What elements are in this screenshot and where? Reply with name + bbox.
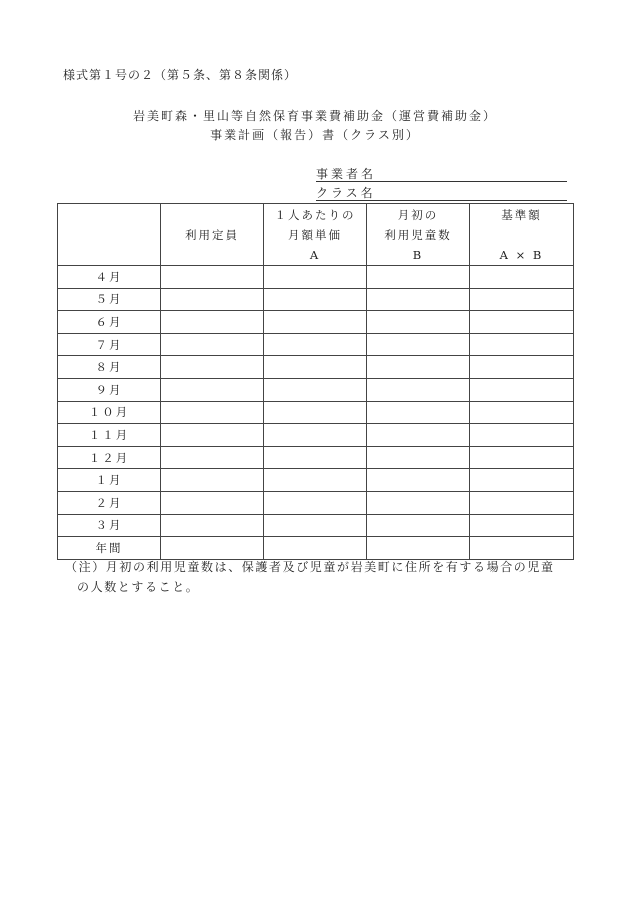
children-cell[interactable] bbox=[367, 514, 470, 537]
base-amount-cell[interactable] bbox=[470, 356, 574, 379]
children-cell[interactable] bbox=[367, 469, 470, 492]
unit-price-cell[interactable] bbox=[264, 266, 367, 289]
base-amount-cell[interactable] bbox=[470, 514, 574, 537]
table-row bbox=[58, 537, 574, 560]
row-month-label: ９月 bbox=[58, 378, 161, 401]
header-monthly-unit-price: １人あたりの 月額単価 A bbox=[264, 204, 367, 266]
table-row bbox=[58, 424, 574, 447]
base-amount-cell[interactable] bbox=[470, 491, 574, 514]
unit-price-cell[interactable] bbox=[264, 491, 367, 514]
capacity-cell[interactable] bbox=[161, 514, 264, 537]
base-amount-cell[interactable] bbox=[470, 266, 574, 289]
children-cell[interactable] bbox=[367, 333, 470, 356]
table-header-row bbox=[58, 204, 574, 266]
row-month-label: １１月 bbox=[58, 424, 161, 447]
table-row bbox=[58, 401, 574, 424]
children-cell[interactable] bbox=[367, 446, 470, 469]
base-amount-cell[interactable] bbox=[470, 311, 574, 334]
table-row bbox=[58, 311, 574, 334]
base-amount-cell[interactable] bbox=[470, 288, 574, 311]
unit-price-cell[interactable] bbox=[264, 469, 367, 492]
header-base-amount: 基準額 A × B bbox=[470, 204, 574, 266]
table-row bbox=[58, 356, 574, 379]
footnote-line1: （注）月初の利用児童数は、保護者及び児童が岩美町に住所を有する場合の児童 bbox=[65, 560, 555, 574]
header-children-count: 月初の 利用児童数 B bbox=[367, 204, 470, 266]
base-amount-cell[interactable] bbox=[470, 401, 574, 424]
base-amount-cell[interactable] bbox=[470, 469, 574, 492]
children-cell[interactable] bbox=[367, 378, 470, 401]
row-month-label: ６月 bbox=[58, 311, 161, 334]
unit-price-cell[interactable] bbox=[264, 356, 367, 379]
table-row bbox=[58, 469, 574, 492]
row-month-label: ３月 bbox=[58, 514, 161, 537]
base-amount-cell[interactable] bbox=[470, 446, 574, 469]
form-number-label: 様式第１号の２（第５条、第８条関係） bbox=[63, 68, 298, 82]
table-row bbox=[58, 514, 574, 537]
table-row bbox=[58, 491, 574, 514]
row-month-label: ４月 bbox=[58, 266, 161, 289]
children-cell[interactable] bbox=[367, 537, 470, 560]
capacity-cell[interactable] bbox=[161, 266, 264, 289]
footnote bbox=[65, 557, 565, 597]
base-amount-cell[interactable] bbox=[470, 333, 574, 356]
header-month bbox=[58, 204, 161, 266]
base-amount-cell[interactable] bbox=[470, 424, 574, 447]
row-month-label: ８月 bbox=[58, 356, 161, 379]
unit-price-cell[interactable] bbox=[264, 311, 367, 334]
row-month-label: １２月 bbox=[58, 446, 161, 469]
row-month-label: 年間 bbox=[58, 537, 161, 560]
document-subtitle: 事業計画（報告）書（クラス別） bbox=[210, 128, 420, 142]
class-name-label: クラス名 bbox=[316, 186, 376, 200]
base-amount-cell[interactable] bbox=[470, 537, 574, 560]
capacity-cell[interactable] bbox=[161, 424, 264, 447]
capacity-cell[interactable] bbox=[161, 356, 264, 379]
capacity-cell[interactable] bbox=[161, 288, 264, 311]
children-cell[interactable] bbox=[367, 356, 470, 379]
unit-price-cell[interactable] bbox=[264, 514, 367, 537]
children-cell[interactable] bbox=[367, 424, 470, 447]
unit-price-cell[interactable] bbox=[264, 401, 367, 424]
plan-table bbox=[57, 203, 574, 560]
row-month-label: ５月 bbox=[58, 288, 161, 311]
row-month-label: ２月 bbox=[58, 491, 161, 514]
footnote-line2: の人数とすること。 bbox=[77, 580, 200, 594]
base-amount-cell[interactable] bbox=[470, 378, 574, 401]
row-month-label: ７月 bbox=[58, 333, 161, 356]
table-row bbox=[58, 288, 574, 311]
document-title: 岩美町森・里山等自然保育事業費補助金（運営費補助金） bbox=[132, 109, 497, 123]
class-name-field[interactable] bbox=[316, 184, 567, 201]
capacity-cell[interactable] bbox=[161, 491, 264, 514]
table-row bbox=[58, 378, 574, 401]
capacity-cell[interactable] bbox=[161, 446, 264, 469]
table-row bbox=[58, 333, 574, 356]
unit-price-cell[interactable] bbox=[264, 333, 367, 356]
table-row bbox=[58, 266, 574, 289]
children-cell[interactable] bbox=[367, 311, 470, 334]
unit-price-cell[interactable] bbox=[264, 424, 367, 447]
unit-price-cell[interactable] bbox=[264, 288, 367, 311]
row-month-label: １月 bbox=[58, 469, 161, 492]
capacity-cell[interactable] bbox=[161, 401, 264, 424]
children-cell[interactable] bbox=[367, 266, 470, 289]
capacity-cell[interactable] bbox=[161, 537, 264, 560]
unit-price-cell[interactable] bbox=[264, 378, 367, 401]
unit-price-cell[interactable] bbox=[264, 446, 367, 469]
business-name-label: 事業者名 bbox=[316, 167, 377, 181]
capacity-cell[interactable] bbox=[161, 469, 264, 492]
capacity-cell[interactable] bbox=[161, 311, 264, 334]
capacity-cell[interactable] bbox=[161, 378, 264, 401]
business-name-field[interactable] bbox=[316, 165, 567, 182]
children-cell[interactable] bbox=[367, 491, 470, 514]
row-month-label: １０月 bbox=[58, 401, 161, 424]
header-capacity: 利用定員 bbox=[161, 204, 264, 266]
capacity-cell[interactable] bbox=[161, 333, 264, 356]
children-cell[interactable] bbox=[367, 401, 470, 424]
children-cell[interactable] bbox=[367, 288, 470, 311]
unit-price-cell[interactable] bbox=[264, 537, 367, 560]
table-row bbox=[58, 446, 574, 469]
